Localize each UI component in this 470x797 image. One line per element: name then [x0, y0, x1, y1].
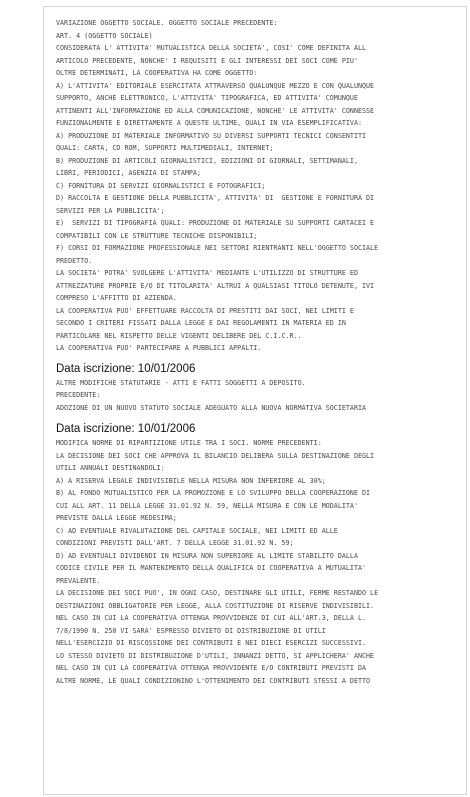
- section-text-oggetto-sociale: VARIAZIONE OGGETTO SOCIALE. OGGETTO SOCIALE PRECEDENTE: ART. 4 (OGGETTO SOCIALE) CONSIDERATA L' ATTIVITA' MUTUALISTICA DELLA SOCIETA', COSI' COME DEFINITA ALL ARTICOLO PRECEDENTE, NONCHE' I REQUISITI E GLI INTERESSI DEI SOCI COME PIU' OLTRE DETERMINATI, LA COOPERATIVA HA COME OGGETTO: A) L'ATTIVITA' EDITORIALE ESERCITATA ATTRAVERSO QUALUNQUE MEZZO E CON QUALUNQUE SUPPORTO, ANCHE ELETTRONICO, L'ATTIVITA' TIPOGRAFICA, ED ATTIVITA' COMUNQUE ATTINENTI ALL'INFORMAZIONE ED ALLA COMUNICAZIONE, NONCHE' LE ATTIVITA' CONNESSE FUNZIONALMENTE E DIRETTAMENTE A QUESTE ULTIME, QUALI IN VIA ESEMPLIFICATIVA: A) PRODUZIONE DI MATERIALE INFORMATIVO SU DIVERSI SUPPORTI TECNICI CONSENTITI QUALI: CARTA, CD ROM, SUPPORTI MULTIMEDIALI, INTERNET; B) PRODUZIONE DI ARTICOLI GIORNALISTICI, EDIZIONI DI GIORNALI, SETTIMANALI, LIBRI, PERIODICI, AGENZIA DI STAMPA; C) FORNITURA DI SERVIZI GIORNALISTICI E FOTOGRAFICI; D) RACCOLTA E GESTIONE DELLA PUBBLICITA', ATTIVITA' DI GESTIONE E FORNITURA DI SERVIZI PER LA PUBBLICITA'; E) SERVIZI DI TIPOGRAFIA QUALI: PRODUZIONE DI MATERIALE SU SUPPORTI CARTACEI E COMPATIBILI CON LE STRUTTURE TECNICHE DISPONIBILI; F) CORSI DI FORMAZIONE PROFESSIONALE NEI SETTORI RIENTRANTI NELL'OGGETTO SOCIALE PREDETTO. LA SOCIETA' POTRA' SVOLGERE L'ATTIVITA' MEDIANTE L'UTILIZZO DI STRUTTURE ED ATTREZZATURE PROPRIE E/O DI TITOLARITA' ALTRUI A QUALSIASI TITOLO DETENUTE, IVI COMPRESO L'AFFITTO DI AZIENDA. LA COOPERATIVA PUO' EFFETTUARE RACCOLTA DI PRESTITI DAI SOCI, NEI LIMITI E SECONDO I CRITERI FISSATI DALLA LEGGE E DAI REGOLAMENTI IN MATERIA ED IN PARTICOLARE NEL RISPETTO DELLE VIGENTI DELIBERE DEL C.I.C.R.. LA COOPERATIVA PUO' PARTECIPARE A PUBBLICI APPALTI.: [56, 19, 379, 352]
- section-heading-data-iscrizione: Data iscrizione: 10/01/2006: [56, 423, 196, 435]
- section-text-ripartizione-utili: MODIFICA NORME DI RIPARTIZIONE UTILE TRA I SOCI. NORME PRECEDENTI: LA DECISIONE DEI SOCI CHE APPROVA IL BILANCIO DELIBERA SULLA DESTINAZIONE DEGLI UTILI ANNUALI DESTINANDOLI: A) A RISERVA LEGALE INDIVISIBILE NELLA MISURA NON INFERIORE AL 30%; B) AL FONDO MUTUALISTICO PER LA PROMOZIONE E LO SVILUPPO DELLA COOPERAZIONE DI CUI ALL ART. 11 DELLA LEGGE 31.01.92 N. 59, NELLA MISURA E CON LE MODALITA' PREVISTE DALLA LEGGE MEDESIMA; C) AD EVENTUALE RIVALUTAZIONE DEL CAPITALE SOCIALE, NEI LIMITI ED ALLE CONDIZIONI PREVISTI DALL'ART. 7 DELLA LEGGE 31.01.92 N. 59; D) AD EVENTUALI DIVIDENDI IN MISURA NON SUPERIORE AL LIMITE STABILITO DALLA CODICE CIVILE PER IL MANTENIMENTO DELLA QUALIFICA DI COOPERATIVA A MUTUALITA' PREVALENTE. LA DECISIONE DEI SOCI PUO', IN OGNI CASO, DESTINARE GLI UTILI, FERME RESTANDO LE DESTINAZIONI OBBLIGATORIE PER LEGGE, ALLA COSTITUZIONE DI RISERVE INDIVISIBILI. NEL CASO IN CUI LA COOPERATIVA OTTENGA PROVVIDENZE DI CUI ALL'ART.3, DELLA L. 7/8/1990 N. 250 VI SARA' ESPRESSO DIVIETO DI DISTRIBUZIONE DI UTILI NELL'ESERCIZIO DI RISCOSSIONE DEI CONTRIBUTI E NEI DIECI ESERCIZI SUCCESSIVI. LO STESSO DIVIETO DI DISTRIBUZIONE D'UTILI, INNANZI DETTO, SI APPLICHERA' ANCHE NEL CASO IN CUI LA COOPERATIVA OTTENGA PROVVIDENTE E/O CONTRIBUTI PREVISTI DA ALTRE NORME, LE QUALI CONDIZIONINO L'OTTENIMENTO DEI CONTRIBUTI STESSI A DETTO: [56, 439, 379, 685]
- section-text-modifiche-statutarie: ALTRE MODIFICHE STATUTARIE - ATTI E FATTI SOGGETTI A DEPOSITO. PRECEDENTE: ADOZIONE DI UN NUOVO STATUTO SOCIALE ADEGUATO ALLA NUOVA NORMATIVA SOCIETARIA: [56, 378, 367, 412]
- section-heading-data-iscrizione: Data iscrizione: 10/01/2006: [56, 362, 196, 375]
- document-page: [43, 6, 467, 795]
